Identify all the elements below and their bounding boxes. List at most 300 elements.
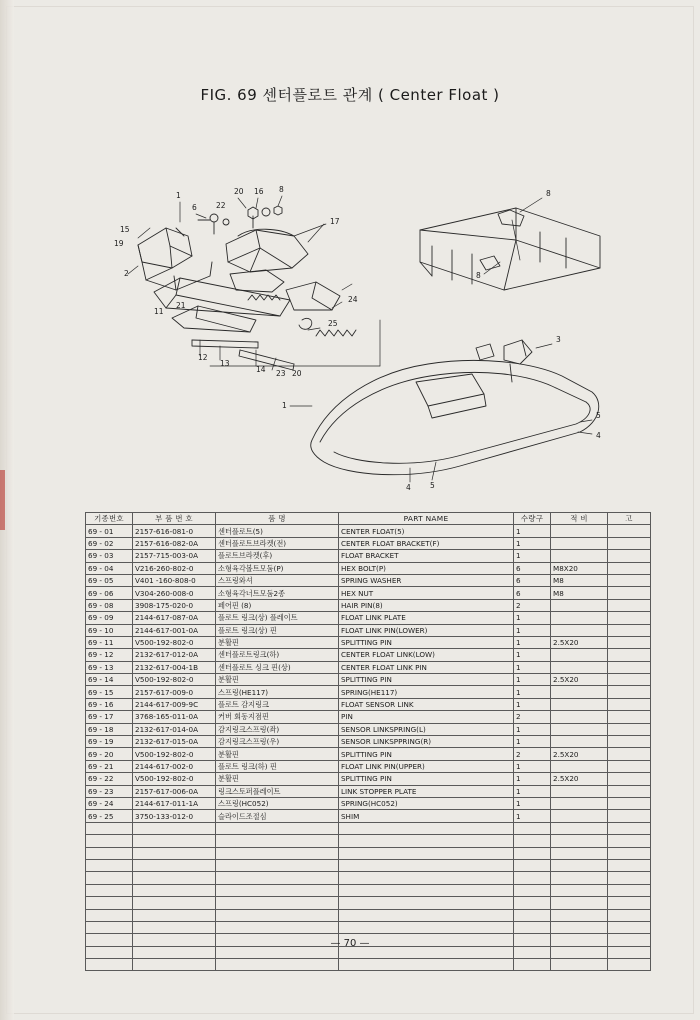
cell-part_no: V216-260-802-0 bbox=[133, 562, 216, 574]
cell-last bbox=[608, 736, 651, 748]
cell-empty bbox=[608, 872, 651, 884]
cell-remark bbox=[551, 612, 608, 624]
table-row bbox=[86, 661, 651, 673]
cell-empty bbox=[86, 921, 133, 933]
cell-empty bbox=[86, 822, 133, 834]
cell-ename: SENSOR LINKSPPRING(R) bbox=[339, 736, 514, 748]
cell-empty bbox=[86, 835, 133, 847]
callout-5: 5 bbox=[596, 411, 601, 420]
cell-no: 69 - 03 bbox=[86, 550, 133, 562]
cell-empty bbox=[514, 959, 551, 971]
cell-kname: 감지링크스프링(우) bbox=[216, 736, 339, 748]
table-row bbox=[86, 525, 651, 537]
cell-part_no: 2144-617-001-0A bbox=[133, 624, 216, 636]
cell-part_no: 2144-617-002-0 bbox=[133, 760, 216, 772]
cell-remark bbox=[551, 599, 608, 611]
cell-part_no: V500-192-802-0 bbox=[133, 773, 216, 785]
cell-ename: FLOAT LINK PIN(UPPER) bbox=[339, 760, 514, 772]
cell-empty bbox=[514, 897, 551, 909]
cell-empty bbox=[216, 847, 339, 859]
cell-remark bbox=[551, 810, 608, 822]
cell-empty bbox=[514, 822, 551, 834]
cell-kname: 스프링(HE117) bbox=[216, 686, 339, 698]
cell-empty bbox=[133, 897, 216, 909]
cell-remark bbox=[551, 797, 608, 809]
cell-no: 69 - 22 bbox=[86, 773, 133, 785]
cell-kname: 소형육각너트모둠2종 bbox=[216, 587, 339, 599]
cell-empty bbox=[551, 959, 608, 971]
table-row bbox=[86, 599, 651, 611]
cell-no: 69 - 11 bbox=[86, 636, 133, 648]
cell-part_no: 2132-617-014-0A bbox=[133, 723, 216, 735]
page-number: — 70 — bbox=[330, 938, 370, 949]
cell-no: 69 - 10 bbox=[86, 624, 133, 636]
cell-remark bbox=[551, 686, 608, 698]
cell-qty: 6 bbox=[514, 574, 551, 586]
header-ename: PART NAME bbox=[339, 513, 514, 525]
cell-empty bbox=[514, 835, 551, 847]
callout-16: 16 bbox=[254, 187, 264, 196]
callout-22: 22 bbox=[216, 201, 226, 210]
cell-empty bbox=[133, 835, 216, 847]
cell-empty bbox=[86, 897, 133, 909]
cell-no: 69 - 24 bbox=[86, 797, 133, 809]
cell-no: 69 - 14 bbox=[86, 674, 133, 686]
cell-kname: 센터플로트(5) bbox=[216, 525, 339, 537]
callout-21: 21 bbox=[176, 301, 186, 310]
cell-empty bbox=[133, 872, 216, 884]
cell-qty: 1 bbox=[514, 698, 551, 710]
cell-no: 69 - 17 bbox=[86, 711, 133, 723]
cell-empty bbox=[339, 921, 514, 933]
cell-part_no: V500-192-802-0 bbox=[133, 748, 216, 760]
cell-empty bbox=[133, 822, 216, 834]
cell-last bbox=[608, 599, 651, 611]
cell-empty bbox=[339, 847, 514, 859]
cell-remark bbox=[551, 550, 608, 562]
table-row bbox=[86, 636, 651, 648]
parts-table-wrap bbox=[85, 512, 633, 912]
cell-qty: 1 bbox=[514, 537, 551, 549]
cell-last bbox=[608, 624, 651, 636]
cell-last bbox=[608, 748, 651, 760]
cell-empty bbox=[514, 872, 551, 884]
header-last: 고 bbox=[608, 513, 651, 525]
cell-qty: 1 bbox=[514, 550, 551, 562]
cell-qty: 1 bbox=[514, 636, 551, 648]
cell-kname: 링크스토퍼플레이트 bbox=[216, 785, 339, 797]
cell-part_no: 2144-617-009-9C bbox=[133, 698, 216, 710]
header-kname: 품 명 bbox=[216, 513, 339, 525]
cell-part_no: 3908-175-020-0 bbox=[133, 599, 216, 611]
cell-empty bbox=[216, 872, 339, 884]
cell-empty bbox=[133, 859, 216, 871]
table-row-empty bbox=[86, 884, 651, 896]
cell-kname: 센터플로트 싱크 핀(상) bbox=[216, 661, 339, 673]
cell-remark bbox=[551, 736, 608, 748]
header-no: 기종번호 bbox=[86, 513, 133, 525]
cell-empty bbox=[133, 884, 216, 896]
cell-empty bbox=[551, 897, 608, 909]
cell-empty bbox=[339, 859, 514, 871]
cell-empty bbox=[86, 859, 133, 871]
cell-qty: 1 bbox=[514, 723, 551, 735]
cell-empty bbox=[551, 847, 608, 859]
callout-20b: 20 bbox=[292, 369, 302, 378]
callout-3: 3 bbox=[556, 335, 561, 344]
cell-qty: 1 bbox=[514, 686, 551, 698]
cell-remark: M8 bbox=[551, 574, 608, 586]
cell-remark bbox=[551, 525, 608, 537]
cell-ename: CENTER FLOAT BRACKET(F) bbox=[339, 537, 514, 549]
table-row bbox=[86, 760, 651, 772]
parts-table bbox=[85, 512, 651, 971]
cell-no: 69 - 18 bbox=[86, 723, 133, 735]
callout-25: 25 bbox=[328, 319, 338, 328]
cell-empty bbox=[339, 872, 514, 884]
cell-ename: SPRING(HE117) bbox=[339, 686, 514, 698]
cell-empty bbox=[133, 909, 216, 921]
callout-14: 14 bbox=[256, 365, 266, 374]
cell-no: 69 - 09 bbox=[86, 612, 133, 624]
callout-8: 8 bbox=[546, 189, 551, 198]
cell-empty bbox=[608, 959, 651, 971]
cell-empty bbox=[514, 847, 551, 859]
parts-diagram bbox=[80, 150, 620, 490]
callout-6: 6 bbox=[192, 203, 197, 212]
cell-part_no: 2132-617-004-1B bbox=[133, 661, 216, 673]
cell-no: 69 - 05 bbox=[86, 574, 133, 586]
cell-empty bbox=[551, 859, 608, 871]
cell-ename: LINK STOPPER PLATE bbox=[339, 785, 514, 797]
cell-part_no: 2157-617-006-0A bbox=[133, 785, 216, 797]
cell-empty bbox=[339, 909, 514, 921]
cell-part_no: 3768-165-011-0A bbox=[133, 711, 216, 723]
table-row-empty bbox=[86, 847, 651, 859]
cell-empty bbox=[86, 959, 133, 971]
cell-ename: FLOAT LINK PLATE bbox=[339, 612, 514, 624]
table-row bbox=[86, 785, 651, 797]
cell-no: 69 - 01 bbox=[86, 525, 133, 537]
cell-remark: 2.5X20 bbox=[551, 748, 608, 760]
cell-empty bbox=[608, 921, 651, 933]
table-row bbox=[86, 736, 651, 748]
cell-kname: 분활핀 bbox=[216, 773, 339, 785]
cell-kname: 플로트 링크(하) 핀 bbox=[216, 760, 339, 772]
cell-kname: 플로트브라켓(후) bbox=[216, 550, 339, 562]
cell-last bbox=[608, 711, 651, 723]
cell-empty bbox=[608, 822, 651, 834]
cell-no: 69 - 15 bbox=[86, 686, 133, 698]
table-row bbox=[86, 797, 651, 809]
header-remark: 적 비 bbox=[551, 513, 608, 525]
cell-empty bbox=[514, 921, 551, 933]
cell-part_no: V500-192-802-0 bbox=[133, 636, 216, 648]
cell-kname: 센터플로트브라켓(전) bbox=[216, 537, 339, 549]
cell-last bbox=[608, 797, 651, 809]
table-row bbox=[86, 574, 651, 586]
table-row-empty bbox=[86, 872, 651, 884]
cell-ename: SPRING(HC052) bbox=[339, 797, 514, 809]
callout-19: 19 bbox=[114, 239, 124, 248]
cell-no: 69 - 06 bbox=[86, 587, 133, 599]
cell-empty bbox=[608, 859, 651, 871]
cell-empty bbox=[551, 921, 608, 933]
callout-15: 15 bbox=[120, 225, 130, 234]
cell-qty: 2 bbox=[514, 711, 551, 723]
cell-remark bbox=[551, 698, 608, 710]
cell-qty: 1 bbox=[514, 661, 551, 673]
cell-ename: FLOAT LINK PIN(LOWER) bbox=[339, 624, 514, 636]
cell-empty bbox=[86, 847, 133, 859]
cell-last bbox=[608, 661, 651, 673]
cell-ename: FLOAT BRACKET bbox=[339, 550, 514, 562]
cell-kname: 플로트 링크(상) 핀 bbox=[216, 624, 339, 636]
cell-ename: SPLITTING PIN bbox=[339, 748, 514, 760]
cell-qty: 1 bbox=[514, 773, 551, 785]
cell-qty: 1 bbox=[514, 736, 551, 748]
cell-no: 69 - 12 bbox=[86, 649, 133, 661]
cell-remark: 2.5X20 bbox=[551, 636, 608, 648]
callout-8-lower: 8 bbox=[476, 271, 481, 280]
cell-empty bbox=[216, 822, 339, 834]
table-row bbox=[86, 810, 651, 822]
cell-remark bbox=[551, 649, 608, 661]
cell-kname: 플로트 링크(상) 플레이트 bbox=[216, 612, 339, 624]
cell-qty: 1 bbox=[514, 810, 551, 822]
cell-remark bbox=[551, 624, 608, 636]
cell-part_no: 2132-617-012-0A bbox=[133, 649, 216, 661]
cell-part_no: V304-260-008-0 bbox=[133, 587, 216, 599]
cell-ename: HEX NUT bbox=[339, 587, 514, 599]
parts-table-body bbox=[86, 525, 651, 971]
cell-qty: 1 bbox=[514, 624, 551, 636]
cell-last bbox=[608, 550, 651, 562]
cell-kname: 플로트 감지링크 bbox=[216, 698, 339, 710]
cell-remark: 2.5X20 bbox=[551, 674, 608, 686]
cell-last bbox=[608, 587, 651, 599]
center-float-view bbox=[290, 340, 599, 482]
cell-empty bbox=[608, 835, 651, 847]
table-row-empty bbox=[86, 822, 651, 834]
cell-empty bbox=[216, 959, 339, 971]
table-row bbox=[86, 686, 651, 698]
cell-empty bbox=[608, 884, 651, 896]
table-row bbox=[86, 649, 651, 661]
figure-title: FIG. 69 센터플로트 관계 ( Center Float ) bbox=[200, 86, 500, 104]
cell-part_no: V500-192-802-0 bbox=[133, 674, 216, 686]
cell-remark bbox=[551, 661, 608, 673]
cell-no: 69 - 20 bbox=[86, 748, 133, 760]
cell-remark bbox=[551, 711, 608, 723]
cell-qty: 2 bbox=[514, 748, 551, 760]
cell-remark: M8 bbox=[551, 587, 608, 599]
cell-kname: 소형육각볼트모둠(P) bbox=[216, 562, 339, 574]
callout-4b: 4 bbox=[406, 483, 411, 490]
cell-no: 69 - 04 bbox=[86, 562, 133, 574]
cell-qty: 6 bbox=[514, 587, 551, 599]
cell-remark bbox=[551, 785, 608, 797]
cell-empty bbox=[551, 909, 608, 921]
table-row bbox=[86, 723, 651, 735]
cell-part_no: 2144-617-011-1A bbox=[133, 797, 216, 809]
cell-empty bbox=[216, 884, 339, 896]
cell-ename: HAIR PIN(8) bbox=[339, 599, 514, 611]
cell-no: 69 - 02 bbox=[86, 537, 133, 549]
cell-ename: SHIM bbox=[339, 810, 514, 822]
cell-empty bbox=[608, 897, 651, 909]
cell-no: 69 - 16 bbox=[86, 698, 133, 710]
cell-ename: SPRING WASHER bbox=[339, 574, 514, 586]
cell-kname: 감지링크스프링(좌) bbox=[216, 723, 339, 735]
cell-ename: CENTER FLOAT(5) bbox=[339, 525, 514, 537]
callout-12: 12 bbox=[198, 353, 208, 362]
table-row bbox=[86, 698, 651, 710]
callout-1: 1 bbox=[176, 191, 181, 200]
cell-no: 69 - 25 bbox=[86, 810, 133, 822]
exploded-assembly bbox=[128, 196, 380, 370]
table-row-empty bbox=[86, 909, 651, 921]
cell-qty: 1 bbox=[514, 797, 551, 809]
spring-coil-1 bbox=[248, 295, 280, 300]
table-row-empty bbox=[86, 959, 651, 971]
red-edge-mark bbox=[0, 470, 5, 530]
cell-ename: SPLITTING PIN bbox=[339, 674, 514, 686]
cell-empty bbox=[339, 897, 514, 909]
cell-part_no: 2157-617-009-0 bbox=[133, 686, 216, 698]
cell-remark: M8X20 bbox=[551, 562, 608, 574]
cell-part_no: V401 -160-808-0 bbox=[133, 574, 216, 586]
cell-kname: 분활핀 bbox=[216, 748, 339, 760]
cell-ename: PIN bbox=[339, 711, 514, 723]
cell-ename: FLOAT SENSOR LINK bbox=[339, 698, 514, 710]
cell-empty bbox=[514, 909, 551, 921]
cell-no: 69 - 19 bbox=[86, 736, 133, 748]
cell-empty bbox=[339, 959, 514, 971]
cell-empty bbox=[514, 884, 551, 896]
cell-qty: 1 bbox=[514, 785, 551, 797]
cell-empty bbox=[216, 921, 339, 933]
callout-13: 13 bbox=[220, 359, 230, 368]
table-row bbox=[86, 674, 651, 686]
cell-last bbox=[608, 525, 651, 537]
cell-last bbox=[608, 810, 651, 822]
cell-kname: 슬라이드조절심 bbox=[216, 810, 339, 822]
cell-part_no: 2157-616-081-0 bbox=[133, 525, 216, 537]
table-row bbox=[86, 562, 651, 574]
table-row bbox=[86, 711, 651, 723]
cell-empty bbox=[86, 909, 133, 921]
cell-last bbox=[608, 574, 651, 586]
cell-last bbox=[608, 723, 651, 735]
spring-coil-2 bbox=[316, 330, 356, 336]
callout-11: 11 bbox=[154, 307, 164, 316]
cell-last bbox=[608, 649, 651, 661]
table-row bbox=[86, 612, 651, 624]
cell-remark bbox=[551, 760, 608, 772]
cell-empty bbox=[551, 822, 608, 834]
header-qty: 수량구 bbox=[514, 513, 551, 525]
cell-last bbox=[608, 686, 651, 698]
cell-kname: 페어핀 (8) bbox=[216, 599, 339, 611]
cell-no: 69 - 23 bbox=[86, 785, 133, 797]
cell-ename: SENSOR LINKSPRING(L) bbox=[339, 723, 514, 735]
cell-empty bbox=[339, 835, 514, 847]
cell-part_no: 2144-617-087-0A bbox=[133, 612, 216, 624]
cell-kname: 커버 회동지점핀 bbox=[216, 711, 339, 723]
cell-ename: HEX BOLT(P) bbox=[339, 562, 514, 574]
cell-last bbox=[608, 537, 651, 549]
callout-20: 20 bbox=[234, 187, 244, 196]
cell-empty bbox=[339, 884, 514, 896]
callout-8b: 8 bbox=[279, 185, 284, 194]
cell-last bbox=[608, 612, 651, 624]
cell-empty bbox=[608, 847, 651, 859]
cell-no: 69 - 13 bbox=[86, 661, 133, 673]
cell-ename: SPLITTING PIN bbox=[339, 773, 514, 785]
cell-last bbox=[608, 760, 651, 772]
cell-empty bbox=[216, 859, 339, 871]
cell-last bbox=[608, 773, 651, 785]
cell-last bbox=[608, 562, 651, 574]
cell-empty bbox=[216, 897, 339, 909]
callout-24: 24 bbox=[348, 295, 358, 304]
cell-no: 69 - 08 bbox=[86, 599, 133, 611]
table-row-empty bbox=[86, 897, 651, 909]
cell-qty: 1 bbox=[514, 525, 551, 537]
cell-empty bbox=[514, 859, 551, 871]
cell-part_no: 2132-617-015-0A bbox=[133, 736, 216, 748]
cell-part_no: 2157-715-003-0A bbox=[133, 550, 216, 562]
cell-kname: 센터플로트링크(하) bbox=[216, 649, 339, 661]
table-row bbox=[86, 748, 651, 760]
cell-kname: 분활핀 bbox=[216, 674, 339, 686]
callout-2: 2 bbox=[124, 269, 129, 278]
table-row-empty bbox=[86, 859, 651, 871]
cell-no: 69 - 21 bbox=[86, 760, 133, 772]
cell-part_no: 3750-133-012-0 bbox=[133, 810, 216, 822]
cell-empty bbox=[216, 909, 339, 921]
table-row bbox=[86, 537, 651, 549]
cell-empty bbox=[133, 921, 216, 933]
cell-ename: CENTER FLOAT LINK(LOW) bbox=[339, 649, 514, 661]
cell-kname: 스프링(HC052) bbox=[216, 797, 339, 809]
callout-17: 17 bbox=[330, 217, 340, 226]
callout-labels bbox=[114, 185, 601, 490]
table-row bbox=[86, 587, 651, 599]
callout-5b: 5 bbox=[430, 481, 435, 490]
cell-empty bbox=[551, 835, 608, 847]
cell-part_no: 2157-616-082-0A bbox=[133, 537, 216, 549]
cell-kname: 스프링와셔 bbox=[216, 574, 339, 586]
cell-qty: 1 bbox=[514, 674, 551, 686]
callout-4: 4 bbox=[596, 431, 601, 440]
table-row-empty bbox=[86, 921, 651, 933]
table-row bbox=[86, 550, 651, 562]
cell-ename: CENTER FLOAT LINK PIN bbox=[339, 661, 514, 673]
cell-remark bbox=[551, 537, 608, 549]
cell-qty: 1 bbox=[514, 612, 551, 624]
cell-last bbox=[608, 674, 651, 686]
table-header-row bbox=[86, 513, 651, 525]
cell-last bbox=[608, 785, 651, 797]
cell-qty: 1 bbox=[514, 760, 551, 772]
cell-empty bbox=[133, 959, 216, 971]
cell-empty bbox=[551, 884, 608, 896]
cell-empty bbox=[216, 835, 339, 847]
cell-ename: SPLITTING PIN bbox=[339, 636, 514, 648]
cell-empty bbox=[339, 822, 514, 834]
